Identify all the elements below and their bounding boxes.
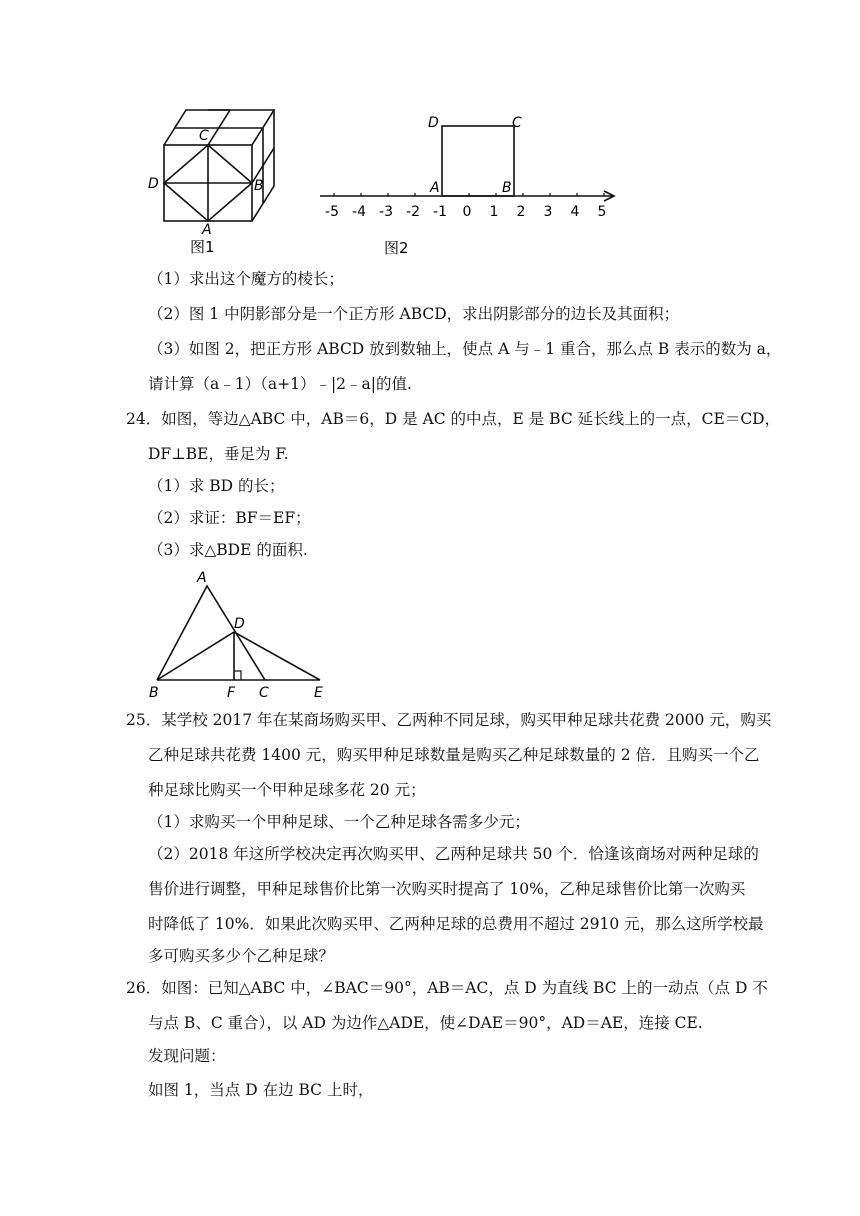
fig1-label-a: A bbox=[202, 222, 212, 238]
q23-part1: （1）求出这个魔方的棱长； bbox=[148, 270, 344, 288]
fig1-caption: 图1 bbox=[190, 238, 215, 256]
fig1-label-d: D bbox=[148, 176, 159, 192]
q26-line1: 26．如图：已知△ABC 中，∠BAC＝90°，AB＝AC，点 D 为直线 BC 上的一动点（点 D 不 bbox=[126, 979, 768, 997]
q25-line2: 乙种足球共花费 1400 元，购买甲种足球数量是购买乙种足球数量的 2 倍．且购买一个乙 bbox=[148, 746, 760, 764]
fig2-caption: 图2 bbox=[384, 239, 409, 257]
tick-label: 0 bbox=[462, 204, 472, 220]
q24-label-a: A bbox=[197, 570, 207, 586]
tick-label: 2 bbox=[516, 204, 526, 220]
tick-label: -1 bbox=[433, 204, 447, 220]
q24-label-f: F bbox=[227, 685, 236, 701]
q25-line3: 种足球比购买一个甲种足球多花 20 元； bbox=[148, 781, 426, 799]
figure-q24-triangle bbox=[157, 586, 320, 680]
q24-line1: 24．如图，等边△ABC 中，AB＝6，D 是 AC 的中点，E 是 BC 延长线上的一点，CE＝CD， bbox=[126, 410, 781, 428]
fig1-label-b: B bbox=[254, 178, 264, 194]
q23-part3b: 请计算（a﹣1）（a+1）﹣|2﹣a|的值. bbox=[148, 375, 412, 393]
tick-label: -2 bbox=[406, 204, 420, 220]
q24-label-b: B bbox=[149, 685, 159, 701]
q25-part2a: （2）2018 年这所学校决定再次购买甲、乙两种足球共 50 个．恰逢该商场对两种足球的 bbox=[148, 845, 759, 863]
tick-label: -5 bbox=[325, 204, 339, 220]
q24-label-e: E bbox=[314, 685, 323, 701]
figure-1-cube bbox=[164, 110, 274, 221]
q23-part3a: （3）如图 2，把正方形 ABCD 放到数轴上，使点 A 与﹣1 重合，那么点 B 表示的数为 a， bbox=[148, 340, 782, 358]
tick-label: -4 bbox=[352, 204, 366, 220]
tick-label: -3 bbox=[379, 204, 393, 220]
q26-line4: 如图 1，当点 D 在边 BC 上时， bbox=[148, 1081, 374, 1099]
number-line-tick-labels bbox=[325, 204, 606, 220]
q24-part3: （3）求△BDE 的面积. bbox=[148, 541, 308, 559]
q25-part2b: 售价进行调整，甲种足球售价比第一次购买时提高了 10%，乙种足球售价比第一次购买 bbox=[148, 880, 746, 898]
figure-2-number-line bbox=[320, 126, 614, 201]
q26-line2: 与点 B、C 重合），以 AD 为边作△ADE，使∠DAE＝90°，AD＝AE，连接 CE. bbox=[148, 1014, 703, 1032]
q25-part2c: 时降低了 10%．如果此次购买甲、乙两种足球的总费用不超过 2910 元，那么这所学校最 bbox=[148, 915, 764, 933]
tick-label: 3 bbox=[543, 204, 553, 220]
fig2-label-b: B bbox=[502, 180, 512, 196]
q24-part1: （1）求 BD 的长； bbox=[148, 477, 285, 495]
fig2-label-a: A bbox=[430, 180, 440, 196]
q24-label-c: C bbox=[259, 685, 269, 701]
fig2-label-c: C bbox=[512, 115, 522, 131]
tick-label: 5 bbox=[597, 204, 607, 220]
fig1-label-c: C bbox=[199, 128, 209, 144]
q24-line2: DF⊥BE，垂足为 F. bbox=[148, 445, 289, 463]
q23-part2: （2）图 1 中阴影部分是一个正方形 ABCD，求出阴影部分的边长及其面积； bbox=[148, 305, 680, 323]
q25-part2d: 多可购买多少个乙种足球？ bbox=[148, 947, 335, 965]
q24-part2: （2）求证：BF＝EF； bbox=[148, 509, 311, 527]
q26-line3: 发现问题： bbox=[148, 1047, 226, 1065]
q25-line1: 25．某学校 2017 年在某商场购买甲、乙两种不同足球，购买甲种足球共花费 2000 元，购买 bbox=[126, 711, 772, 729]
tick-label: 1 bbox=[489, 204, 499, 220]
q25-part1: （1）求购买一个甲种足球、一个乙种足球各需多少元； bbox=[148, 813, 530, 831]
tick-label: 4 bbox=[570, 204, 580, 220]
q24-label-d: D bbox=[234, 616, 245, 632]
fig2-label-d: D bbox=[428, 115, 439, 131]
